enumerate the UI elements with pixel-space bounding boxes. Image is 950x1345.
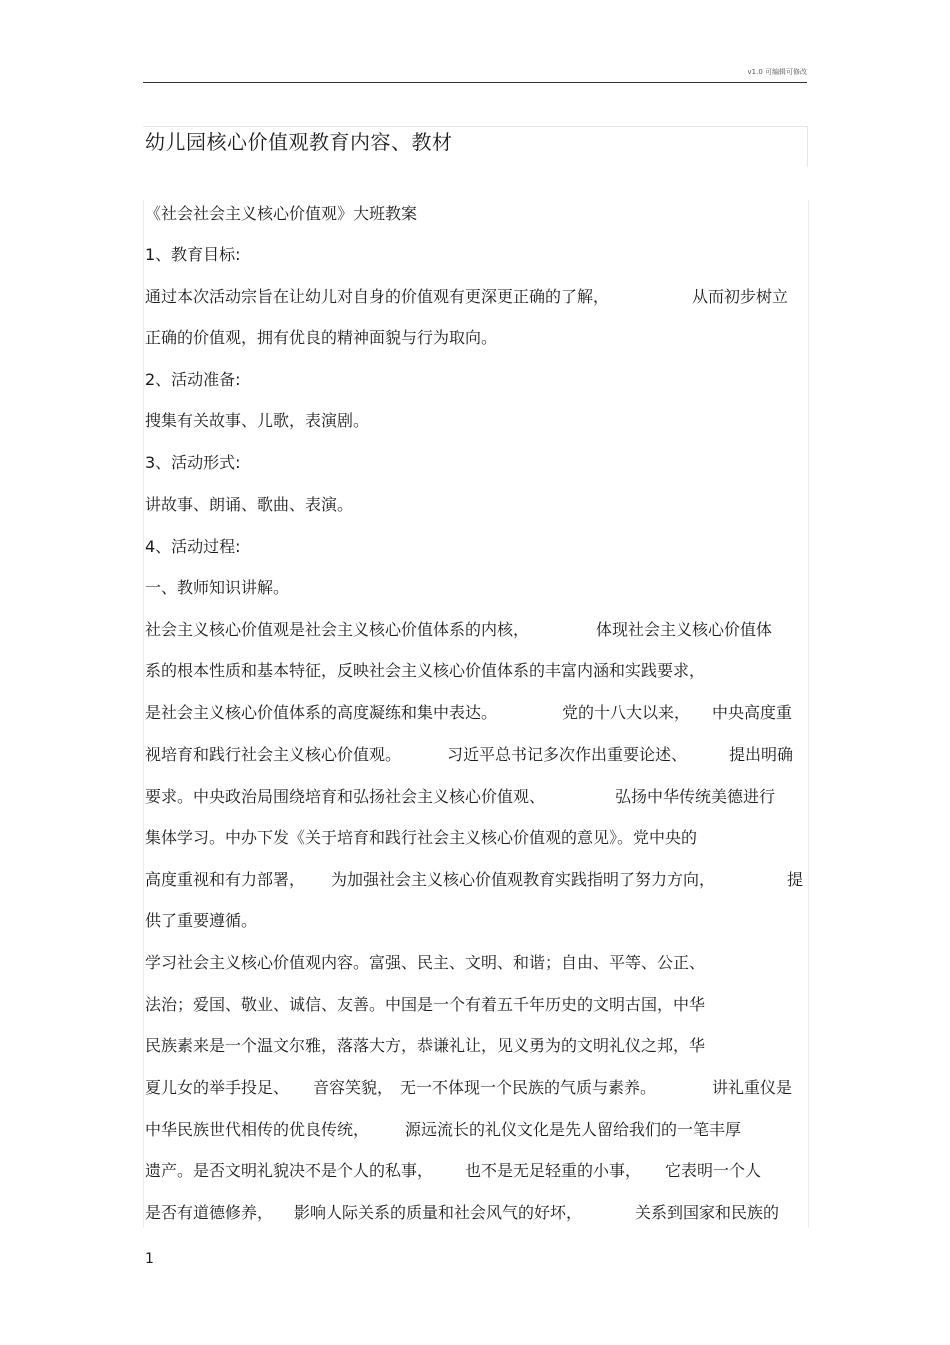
header-rule — [143, 82, 807, 83]
text-segment: 也不是无足轻重的小事， — [465, 1161, 642, 1180]
text-line — [145, 869, 807, 893]
text-line — [145, 786, 807, 810]
text-segment: 为加强社会主义核心价值观教育实践指明了努力方向， — [331, 870, 716, 889]
text-segment: 视培育和践行社会主义核心价值观。 — [145, 745, 402, 764]
text-line — [145, 660, 807, 684]
text-segment: 体现社会主义核心价值体 — [596, 620, 773, 639]
text-segment: 源远流长的礼仪文化是先人留给我们的一笔丰厚 — [405, 1120, 742, 1139]
text-line — [145, 619, 807, 643]
text-line — [145, 952, 807, 976]
text-line — [145, 494, 807, 518]
text-line — [145, 994, 807, 1018]
text-segment: 要求。中央政治局围绕培育和弘扬社会主义核心价值观、 — [145, 787, 546, 806]
text-segment: 遗产。是否文明礼貌决不是个人的私事， — [145, 1161, 434, 1180]
text-segment: 社会主义核心价值观是社会主义核心价值体系的内核， — [145, 620, 530, 639]
text-segment: 学习社会主义核心价值观内容。富强、民主、文明、和谐；自由、平等、公正、 — [145, 953, 706, 972]
text-line — [145, 910, 807, 934]
text-segment: 1、教育目标: — [145, 245, 241, 264]
text-line — [145, 1202, 807, 1226]
text-segment: 夏儿女的举手投足、 — [145, 1078, 290, 1097]
text-line — [145, 369, 807, 393]
text-line — [145, 577, 807, 601]
text-segment: 习近平总书记多次作出重要论述、 — [447, 745, 688, 764]
text-segment: 2、活动准备: — [145, 370, 241, 389]
text-segment: 搜集有关故事、儿歌，表演剧。 — [145, 411, 370, 430]
text-segment: 提 — [787, 870, 804, 889]
text-segment: 是否有道德修养， — [145, 1203, 274, 1222]
text-line — [145, 702, 807, 726]
text-segment: 音容笑貌， — [313, 1078, 394, 1097]
text-segment: 供了重要遵循。 — [145, 911, 258, 930]
text-line — [145, 827, 807, 851]
text-line — [145, 286, 807, 310]
text-segment: 它表明一个人 — [665, 1161, 762, 1180]
text-segment: 中华民族世代相传的优良传统， — [145, 1120, 370, 1139]
version-label: v1.0 可编辑可修改 — [747, 68, 807, 76]
text-segment: 从而初步树立 — [692, 287, 789, 306]
text-line — [145, 1160, 807, 1184]
text-segment: 4、活动过程: — [145, 537, 241, 556]
text-line — [145, 1119, 807, 1143]
text-line — [145, 203, 807, 227]
text-segment: 《社会社会主义核心价值观》大班教案 — [145, 204, 418, 223]
text-segment: 关系到国家和民族的 — [635, 1203, 780, 1222]
text-segment: 民族素来是一个温文尔雅，落落大方，恭谦礼让，见义勇为的文明礼仪之邦，华 — [145, 1036, 706, 1055]
text-segment: 中央高度重 — [712, 703, 793, 722]
text-segment: 影响人际关系的质量和社会风气的好坏， — [294, 1203, 583, 1222]
text-line — [145, 452, 807, 476]
text-line — [145, 410, 807, 434]
page-number: 1 — [145, 1251, 154, 1267]
text-segment: 通过本次活动宗旨在让幼儿对自身的价值观有更深更正确的了解， — [145, 287, 610, 306]
text-segment: 党的十八大以来， — [562, 703, 691, 722]
text-segment: 是社会主义核心价值体系的高度凝练和集中表达。 — [145, 703, 498, 722]
text-line — [145, 1077, 807, 1101]
text-segment: 提出明确 — [729, 745, 794, 764]
page-title: 幼儿园核心价值观教育内容、教材 — [145, 130, 453, 154]
text-segment: 讲礼重仪是 — [712, 1078, 793, 1097]
text-line — [145, 536, 807, 560]
text-segment: 3、活动形式: — [145, 453, 241, 472]
text-segment: 一、教师知识讲解。 — [145, 578, 290, 597]
text-segment: 高度重视和有力部署， — [145, 870, 306, 889]
text-line — [145, 1035, 807, 1059]
text-segment: 弘扬中华传统美德进行 — [615, 787, 776, 806]
text-segment: 系的根本性质和基本特征，反映社会主义核心价值体系的丰富内涵和实践要求， — [145, 661, 706, 680]
text-line — [145, 327, 807, 351]
text-segment: 正确的价值观，拥有优良的精神面貌与行为取向。 — [145, 328, 498, 347]
text-segment: 讲故事、朗诵、歌曲、表演。 — [145, 495, 354, 514]
text-segment: 集体学习。中办下发《关于培育和践行社会主义核心价值观的意见》。党中央的 — [145, 828, 698, 847]
text-line — [145, 744, 807, 768]
text-segment: 无一不体现一个民族的气质与素养。 — [400, 1078, 657, 1097]
text-line — [145, 244, 807, 268]
text-segment: 法治；爱国、敬业、诚信、友善。中国是一个有着五千年历史的文明古国，中华 — [145, 995, 706, 1014]
